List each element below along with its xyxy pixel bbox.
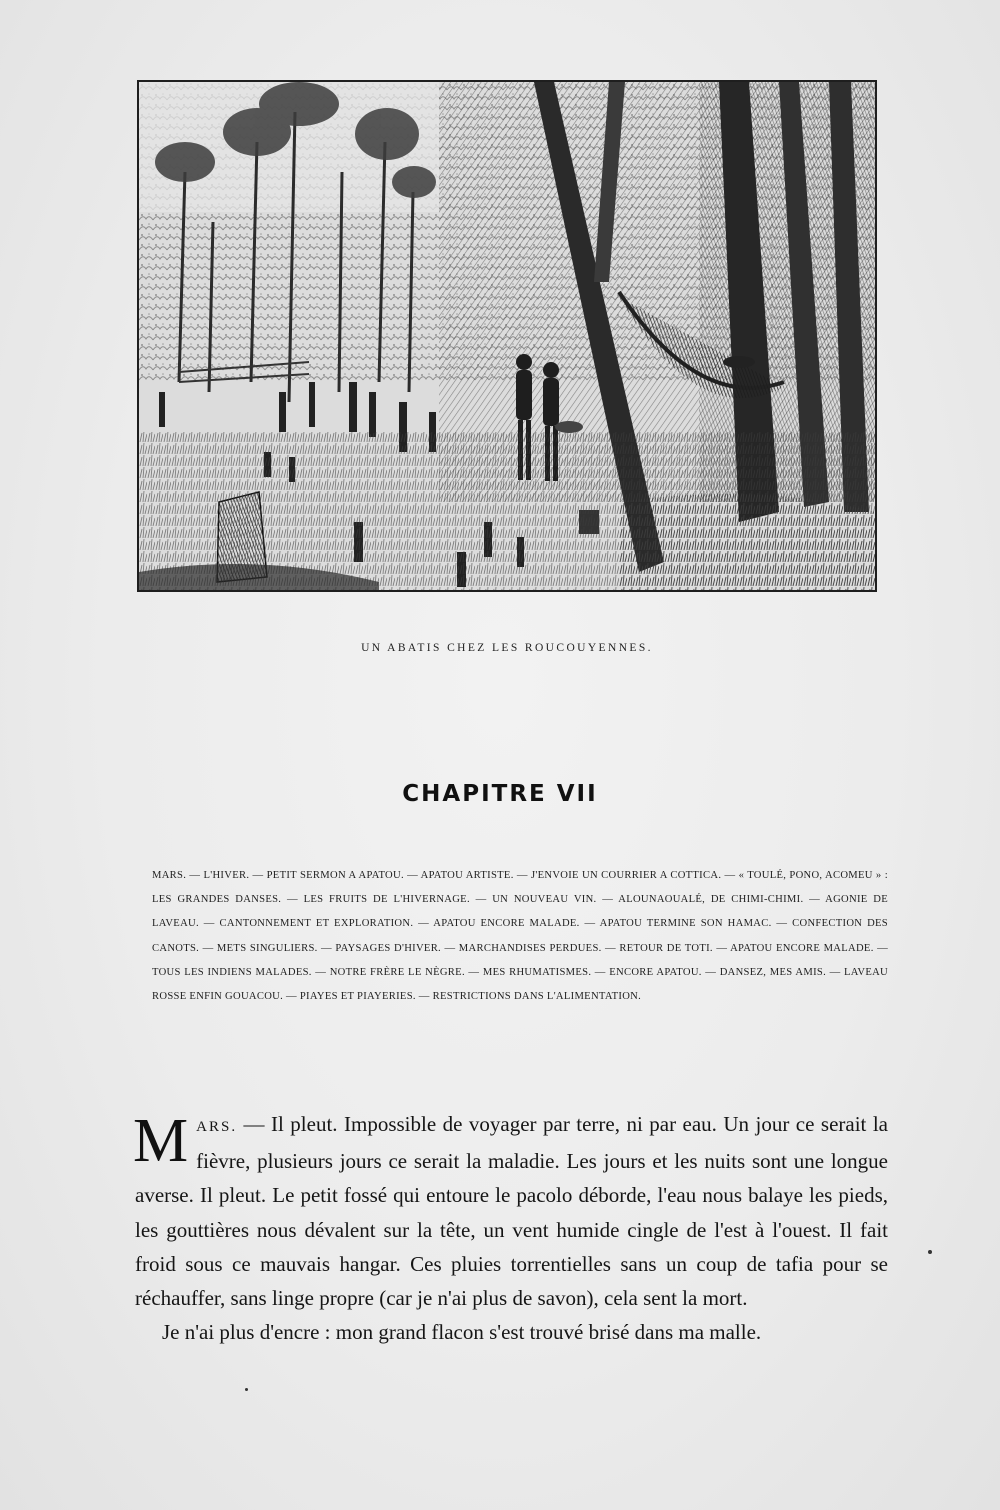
lead-smallcaps: ARS. <box>196 1119 238 1135</box>
hat-icon <box>723 356 755 368</box>
paragraph-1 <box>135 1107 888 1315</box>
body-text <box>135 1107 888 1349</box>
ink-speck <box>928 1250 932 1254</box>
forest-clearing-engraving <box>137 80 877 592</box>
illustration-caption: UN ABATIS CHEZ LES ROUCOUYENNES. <box>361 642 653 654</box>
paragraph-1-text: — Il pleut. Impossible de voyager par terre, ni par eau. Un jour ce serait la fièvre, plusieurs jours ce serait la maladie. Les jours et les nuits sont une longue averse. Il pleut. Le petit fossé qui entoure le pacolo déborde, l'eau nous balaye les pieds, les gouttières nous dévalent sur la tête, un vent humide cingle de l'est à l'ouest. Il fait froid sous ce mauvais hangar. Ces pluies torrentielles sans un coup de tafia pour se réchauffer, sans linge propre (car je n'ai plus de savon), cela sent la mort. <box>135 1112 888 1311</box>
paragraph-2: Je n'ai plus d'encre : mon grand flacon s'est trouvé brisé dans ma malle. <box>162 1320 762 1345</box>
chapter-title: CHAPITRE VII <box>402 781 598 807</box>
chapter-summary: MARS. — L'HIVER. — PETIT SERMON A APATOU. — APATOU ARTISTE. — J'ENVOIE UN COURRIER A COTTICA. — « TOULÉ, PONO, ACOMEU » : LES GRANDES DANSES. — LES FRUITS DE L'HIVERNAGE. — UN NOUVEAU VIN. — ALOUNAOUALÉ, DE CHIMI-CHIMI. — AGONIE DE LAVEAU. — CANTONNEMENT ET EXPLORATION. — APATOU ENCORE MALADE. — APATOU TERMINE SON HAMAC. — CONFECTION DES CANOTS. — METS SINGULIERS. — PAYSAGES D'HIVER. — MARCHANDISES PERDUES. — RETOUR DE TOTI. — APATOU ENCORE MALADE. — TOUS LES INDIENS MALADES. — NOTRE FRÈRE LE NÈGRE. — MES RHUMATISMES. — ENCORE APATOU. — DANSEZ, MES AMIS. — LAVEAU ROSSE ENFIN GOUACOU. — PIAYES ET PIAYERIES. — RESTRICTIONS DANS L'ALIMENTATION. <box>152 870 888 1003</box>
ink-speck <box>245 1388 248 1391</box>
drop-cap: M <box>133 1107 189 1175</box>
